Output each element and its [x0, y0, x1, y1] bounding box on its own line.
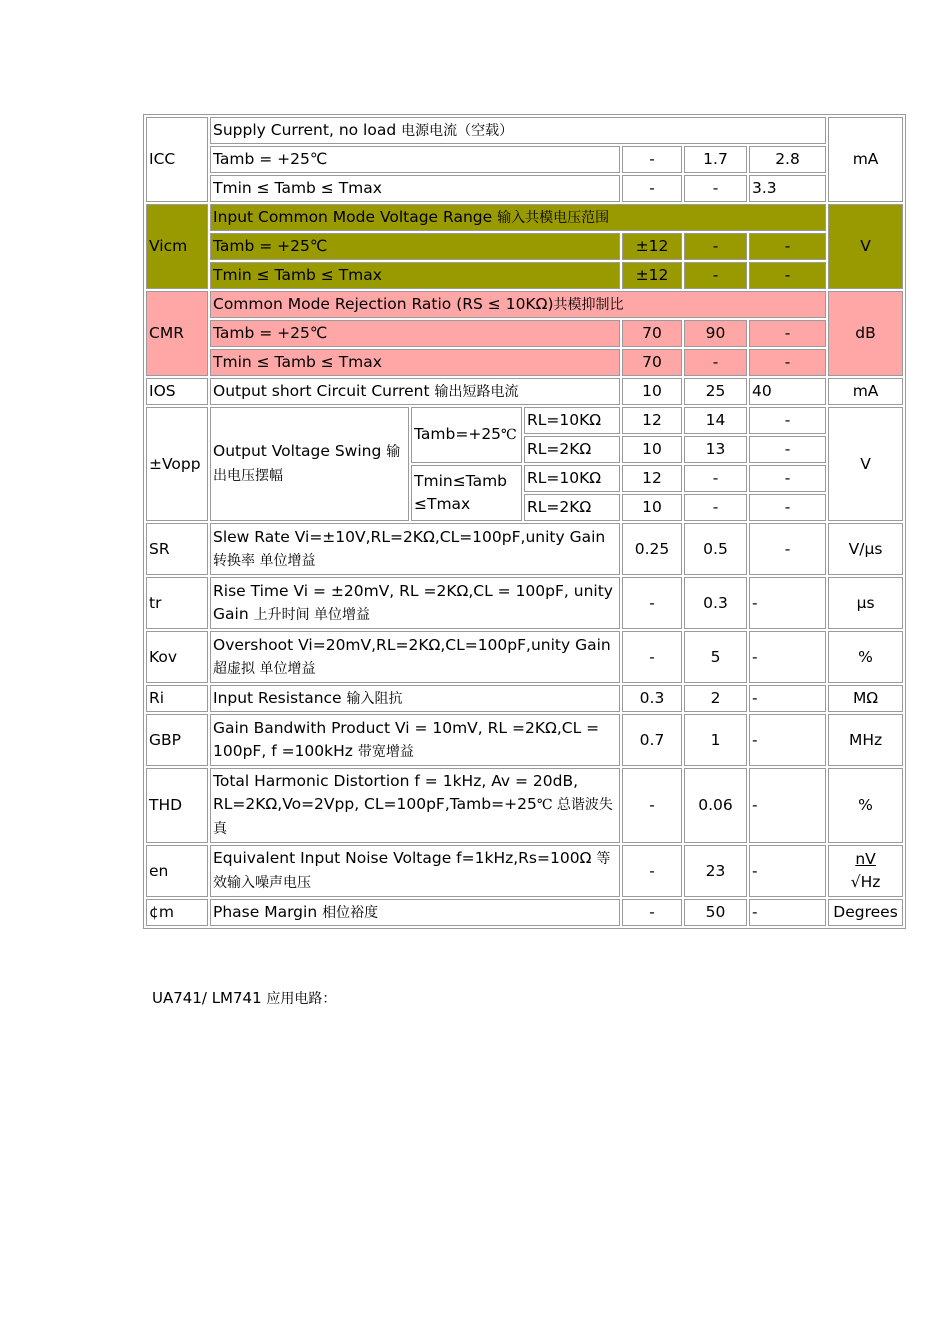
vopp-symbol: ±Vopp	[146, 407, 208, 521]
ios-unit: mA	[828, 378, 903, 405]
ios-row	[146, 378, 903, 405]
tr-max: -	[749, 577, 826, 629]
icc-unit: mA	[828, 117, 903, 202]
cmr-cond-range: Tmin ≤ Tamb ≤ Tmax	[210, 349, 620, 376]
vopp-typ: 14	[684, 407, 747, 434]
kov-min: -	[622, 631, 682, 683]
phase-margin-typ: 50	[684, 899, 747, 926]
vopp-typ: 13	[684, 436, 747, 463]
vicm-symbol: Vicm	[146, 204, 208, 289]
sr-min: 0.25	[622, 523, 682, 575]
thd-row	[146, 768, 903, 843]
vopp-typ: -	[684, 465, 747, 492]
tr-title: Rise Time Vi = ±20mV, RL =2KΩ,CL = 100pF, unity Gain 上升时间 单位增益	[210, 577, 620, 629]
thd-unit: %	[828, 768, 903, 843]
kov-max: -	[749, 631, 826, 683]
cmr-cond-row	[146, 320, 903, 347]
ri-unit: MΩ	[828, 685, 903, 712]
vopp-rl-2k: RL=2KΩ	[524, 494, 620, 521]
icc-title: Supply Current, no load 电源电流（空载）	[210, 117, 826, 144]
en-max: -	[749, 845, 826, 897]
vopp-max: -	[749, 407, 826, 434]
icc-row	[146, 117, 903, 144]
en-typ: 23	[684, 845, 747, 897]
phase-margin-unit: Degrees	[828, 899, 903, 926]
icc-cond-range: Tmin ≤ Tamb ≤ Tmax	[210, 175, 620, 202]
thd-typ: 0.06	[684, 768, 747, 843]
sr-max: -	[749, 523, 826, 575]
phase-margin-min: -	[622, 899, 682, 926]
vopp-row	[146, 407, 903, 434]
vicm-row	[146, 204, 903, 231]
cmr-min: 70	[622, 349, 682, 376]
tr-symbol: tr	[146, 577, 208, 629]
sr-symbol: SR	[146, 523, 208, 575]
icc-min: -	[622, 146, 682, 173]
vicm-typ: -	[684, 233, 747, 260]
icc-symbol: ICC	[146, 117, 208, 202]
vopp-min: 12	[622, 407, 682, 434]
vopp-title: Output Voltage Swing 输出电压摆幅	[210, 407, 409, 521]
vopp-typ: -	[684, 494, 747, 521]
thd-title: Total Harmonic Distortion f = 1kHz, Av = 20dB, RL=2KΩ,Vo=2Vpp, CL=100pF,Tamb=+25℃ 总谐波失真	[210, 768, 620, 843]
sr-row	[146, 523, 903, 575]
tr-unit: μs	[828, 577, 903, 629]
vicm-min: ±12	[622, 262, 682, 289]
cmr-typ: -	[684, 349, 747, 376]
cmr-cond-25: Tamb = +25℃	[210, 320, 620, 347]
cmr-title: Common Mode Rejection Ratio (RS ≤ 10KΩ)共模抑制比	[210, 291, 826, 318]
kov-typ: 5	[684, 631, 747, 683]
ri-typ: 2	[684, 685, 747, 712]
cmr-max: -	[749, 349, 826, 376]
gbp-unit: MHz	[828, 714, 903, 766]
icc-max: 3.3	[749, 175, 826, 202]
electrical-characteristics-table	[143, 114, 906, 929]
ios-min: 10	[622, 378, 682, 405]
gbp-title: Gain Bandwith Product Vi = 10mV, RL =2KΩ,CL = 100pF, f =100kHz 带宽增益	[210, 714, 620, 766]
vicm-cond-range: Tmin ≤ Tamb ≤ Tmax	[210, 262, 620, 289]
vopp-max: -	[749, 436, 826, 463]
gbp-row	[146, 714, 903, 766]
en-title: Equivalent Input Noise Voltage f=1kHz,Rs=100Ω 等效输入噪声电压	[210, 845, 620, 897]
vicm-title: Input Common Mode Voltage Range 输入共模电压范围	[210, 204, 826, 231]
sr-typ: 0.5	[684, 523, 747, 575]
tr-min: -	[622, 577, 682, 629]
cmr-row	[146, 291, 903, 318]
vopp-max: -	[749, 494, 826, 521]
icc-cond-row	[146, 146, 903, 173]
phase-margin-row	[146, 899, 903, 926]
en-row	[146, 845, 903, 897]
tr-typ: 0.3	[684, 577, 747, 629]
en-symbol: en	[146, 845, 208, 897]
ios-symbol: IOS	[146, 378, 208, 405]
kov-unit: %	[828, 631, 903, 683]
vicm-cond-row	[146, 233, 903, 260]
gbp-min: 0.7	[622, 714, 682, 766]
cmr-min: 70	[622, 320, 682, 347]
vicm-max: -	[749, 262, 826, 289]
vopp-cond-range: Tmin≤Tamb ≤Tmax	[411, 465, 522, 521]
gbp-max: -	[749, 714, 826, 766]
vopp-rl-2k: RL=2KΩ	[524, 436, 620, 463]
ri-title: Input Resistance 输入阻抗	[210, 685, 620, 712]
vicm-min: ±12	[622, 233, 682, 260]
icc-typ: -	[684, 175, 747, 202]
cmr-max: -	[749, 320, 826, 347]
sr-unit: V/μs	[828, 523, 903, 575]
gbp-symbol: GBP	[146, 714, 208, 766]
thd-max: -	[749, 768, 826, 843]
vicm-unit: V	[828, 204, 903, 289]
ri-symbol: Ri	[146, 685, 208, 712]
vopp-max: -	[749, 465, 826, 492]
en-min: -	[622, 845, 682, 897]
thd-symbol: THD	[146, 768, 208, 843]
icc-typ: 1.7	[684, 146, 747, 173]
icc-cond-row	[146, 175, 903, 202]
vopp-rl-10k: RL=10KΩ	[524, 465, 620, 492]
kov-row	[146, 631, 903, 683]
ri-max: -	[749, 685, 826, 712]
en-unit: $\frac{nV}{√Hz}$	[828, 845, 903, 897]
kov-title: Overshoot Vi=20mV,RL=2KΩ,CL=100pF,unity Gain 超虚拟 单位增益	[210, 631, 620, 683]
vopp-rl-10k: RL=10KΩ	[524, 407, 620, 434]
vicm-typ: -	[684, 262, 747, 289]
cmr-cond-row	[146, 349, 903, 376]
thd-min: -	[622, 768, 682, 843]
ri-min: 0.3	[622, 685, 682, 712]
vopp-unit: V	[828, 407, 903, 521]
phase-margin-max: -	[749, 899, 826, 926]
icc-cond-25: Tamb = +25℃	[210, 146, 620, 173]
vicm-max: -	[749, 233, 826, 260]
icc-max: 2.8	[749, 146, 826, 173]
sr-title: Slew Rate Vi=±10V,RL=2KΩ,CL=100pF,unity Gain 转换率 单位增益	[210, 523, 620, 575]
vopp-min: 10	[622, 436, 682, 463]
cmr-unit: dB	[828, 291, 903, 376]
tr-row	[146, 577, 903, 629]
vicm-cond-25: Tamb = +25℃	[210, 233, 620, 260]
gbp-typ: 1	[684, 714, 747, 766]
icc-min: -	[622, 175, 682, 202]
vopp-min: 10	[622, 494, 682, 521]
ri-row	[146, 685, 903, 712]
cmr-symbol: CMR	[146, 291, 208, 376]
ios-max: 40	[749, 378, 826, 405]
vicm-cond-row	[146, 262, 903, 289]
ios-typ: 25	[684, 378, 747, 405]
kov-symbol: Kov	[146, 631, 208, 683]
application-circuit-caption: UA741/ LM741 应用电路：	[152, 989, 337, 1007]
phase-margin-title: Phase Margin 相位裕度	[210, 899, 620, 926]
vopp-min: 12	[622, 465, 682, 492]
ios-title: Output short Circuit Current 输出短路电流	[210, 378, 620, 405]
phase-margin-symbol: ¢m	[146, 899, 208, 926]
vopp-cond-25: Tamb=+25℃	[411, 407, 522, 463]
cmr-typ: 90	[684, 320, 747, 347]
